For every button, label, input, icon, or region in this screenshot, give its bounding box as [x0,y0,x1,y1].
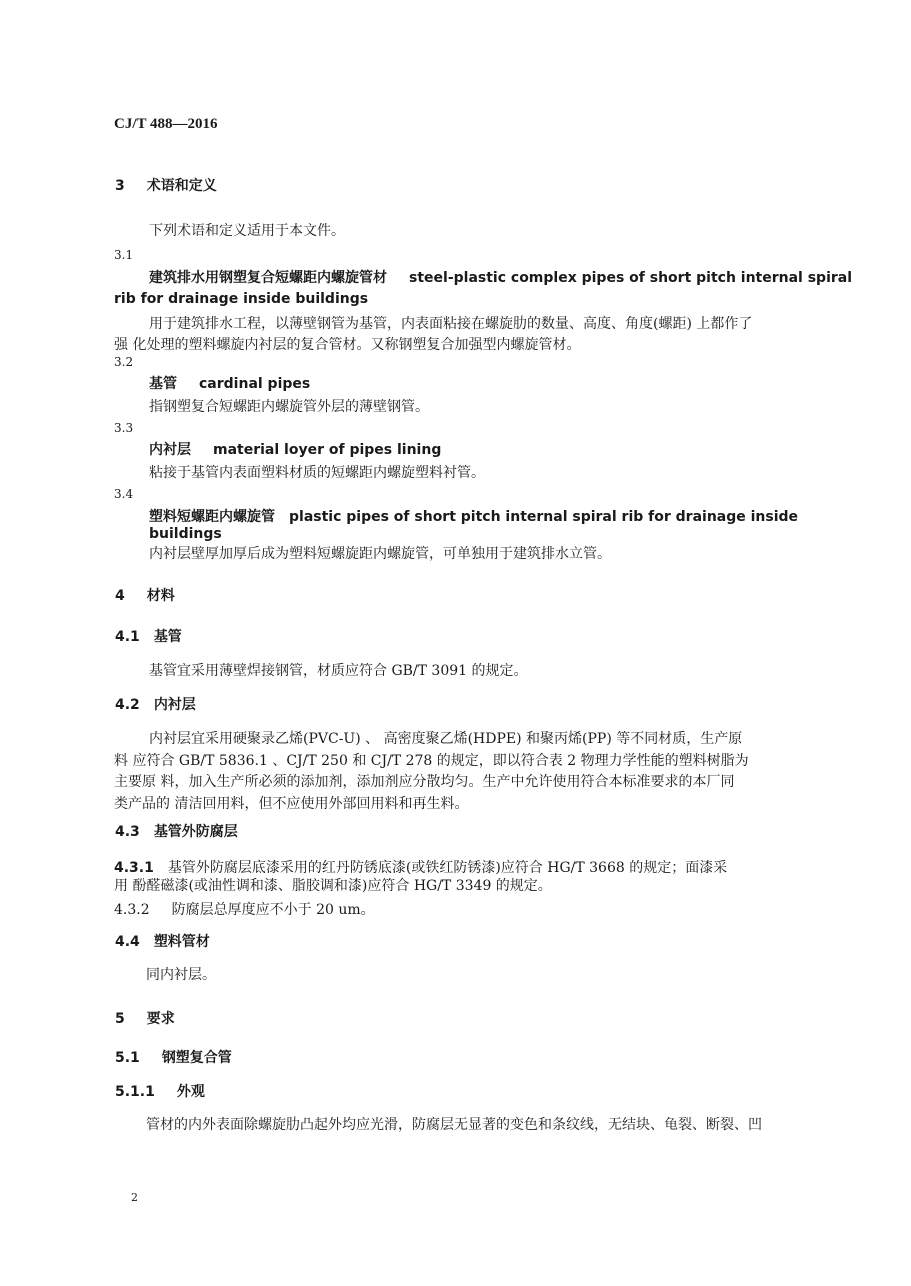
subsection-4-2-line-3: 主要原 料，加入生产所必须的添加剂，添加剂应分散均匀。生产中允许使用符合本标准要求的本厂同 [114,774,735,790]
clause-5-1-1-text: 管材的内外表面除螺旋肋凸起外均应光滑，防腐层无显著的变色和条纹线，无结块、龟裂、断裂、凹 [146,1117,762,1133]
clause-4-3-1-line-2: 用 酚醛磁漆(或油性调和漆、脂胶调和漆)应符合 HG/T 3349 的规定。 [114,878,552,894]
term-3-3-number: 3.3 [114,421,134,435]
section-3-intro: 下列术语和定义适用于本文件。 [149,223,345,239]
term-3-3-definition: 粘接于基管内表面塑料材质的短螺距内螺旋塑料衬管。 [149,465,485,481]
term-zh: 塑料短螺距内螺旋管 [149,509,275,525]
term-3-4-heading-cont: buildings [149,526,222,542]
term-3-2-heading [149,375,310,393]
section-title: 术语和定义 [146,178,217,194]
term-zh: 建筑排水用钢塑复合短螺距内螺旋管材 [149,270,387,286]
subsection-4-4-heading [115,933,210,951]
subsection-number: 5.1 [115,1050,140,1066]
subsection-4-1-text: 基管宜采用薄壁焊接钢管，材质应符合 GB/T 3091 的规定。 [149,663,528,679]
term-3-1-heading-cont: rib for drainage inside buildings [114,291,369,307]
subsection-4-4-text: 同内衬层。 [146,967,216,983]
subsection-5-1-heading [115,1049,232,1067]
term-3-2-definition: 指钢塑复合短螺距内螺旋管外层的薄壁钢管。 [149,399,429,415]
term-3-1-number: 3.1 [114,248,134,262]
term-en: plastic pipes of short pitch internal spiral rib for drainage inside [289,509,799,525]
subsection-number: 4.1 [115,629,140,645]
clause-4-3-1-line-1 [114,859,727,877]
term-3-1-definition-cont: 强 化处理的塑料螺旋内衬层的复合管材。又称钢塑复合加强型内螺旋管材。 [114,337,581,353]
subsection-4-1-heading [115,628,182,646]
subsection-number: 4.3 [115,824,140,840]
subsection-title: 内衬层 [153,697,196,713]
clause-number: 5.1.1 [115,1084,155,1100]
section-5-heading [115,1010,175,1028]
section-number: 3 [115,178,125,194]
section-number: 5 [115,1011,125,1027]
term-3-1-definition: 用于建筑排水工程，以薄壁钢管为基管，内表面粘接在螺旋肋的数量、高度、角度(螺距) 上都作了 [149,316,753,332]
subsection-title: 基管 [153,629,182,645]
subsection-title: 钢塑复合管 [161,1050,232,1066]
term-en: steel-plastic complex pipes of short pitch internal spiral [409,270,853,286]
term-3-2-number: 3.2 [114,355,134,369]
subsection-number: 4.4 [115,934,140,950]
term-3-3-heading [149,441,441,459]
page-number: 2 [131,1191,138,1204]
clause-text: 防腐层总厚度应不小于 20 um。 [171,902,375,918]
term-en: material loyer of pipes lining [213,442,442,458]
clause-title: 外观 [176,1084,205,1100]
clause-text: 基管外防腐层底漆采用的红丹防锈底漆(或铁红防锈漆)应符合 HG/T 3668 的规定；面漆采 [167,860,728,876]
subsection-title: 基管外防腐层 [153,824,238,840]
term-zh: 内衬层 [149,442,191,458]
clause-4-3-2 [114,901,375,919]
section-title: 材料 [146,588,175,604]
term-3-1-heading [149,269,852,287]
subsection-4-2-line-4: 类产品的 清洁回用料，但不应使用外部回用料和再生料。 [114,796,469,812]
term-3-4-number: 3.4 [114,487,134,501]
term-3-4-definition: 内衬层壁厚加厚后成为塑料短螺旋距内螺旋管，可单独用于建筑排水立管。 [149,546,611,562]
subsection-4-2-line-1: 内衬层宜采用硬聚录乙烯(PVC-U) 、 高密度聚乙烯(HDPE) 和聚丙烯(PP) 等不同材质，生产原 [149,731,743,747]
section-number: 4 [115,588,125,604]
clause-number: 4.3.1 [114,860,154,876]
section-3-heading [115,177,217,195]
subsection-4-2-line-2: 料 应符合 GB/T 5836.1 、CJ/T 250 和 CJ/T 278 的规定，即以符合表 2 物理力学性能的塑料树脂为 [114,753,749,769]
clause-number: 4.3.2 [114,902,150,918]
term-en: cardinal pipes [199,376,311,392]
clause-5-1-1-heading [115,1083,205,1101]
subsection-number: 4.2 [115,697,140,713]
standard-number: CJ/T 488—2016 [114,116,218,132]
section-title: 要求 [146,1011,175,1027]
section-4-heading [115,587,175,605]
term-3-4-heading [149,508,798,526]
subsection-4-3-heading [115,823,238,841]
subsection-title: 塑料管材 [153,934,210,950]
term-zh: 基管 [149,376,177,392]
subsection-4-2-heading [115,696,196,714]
